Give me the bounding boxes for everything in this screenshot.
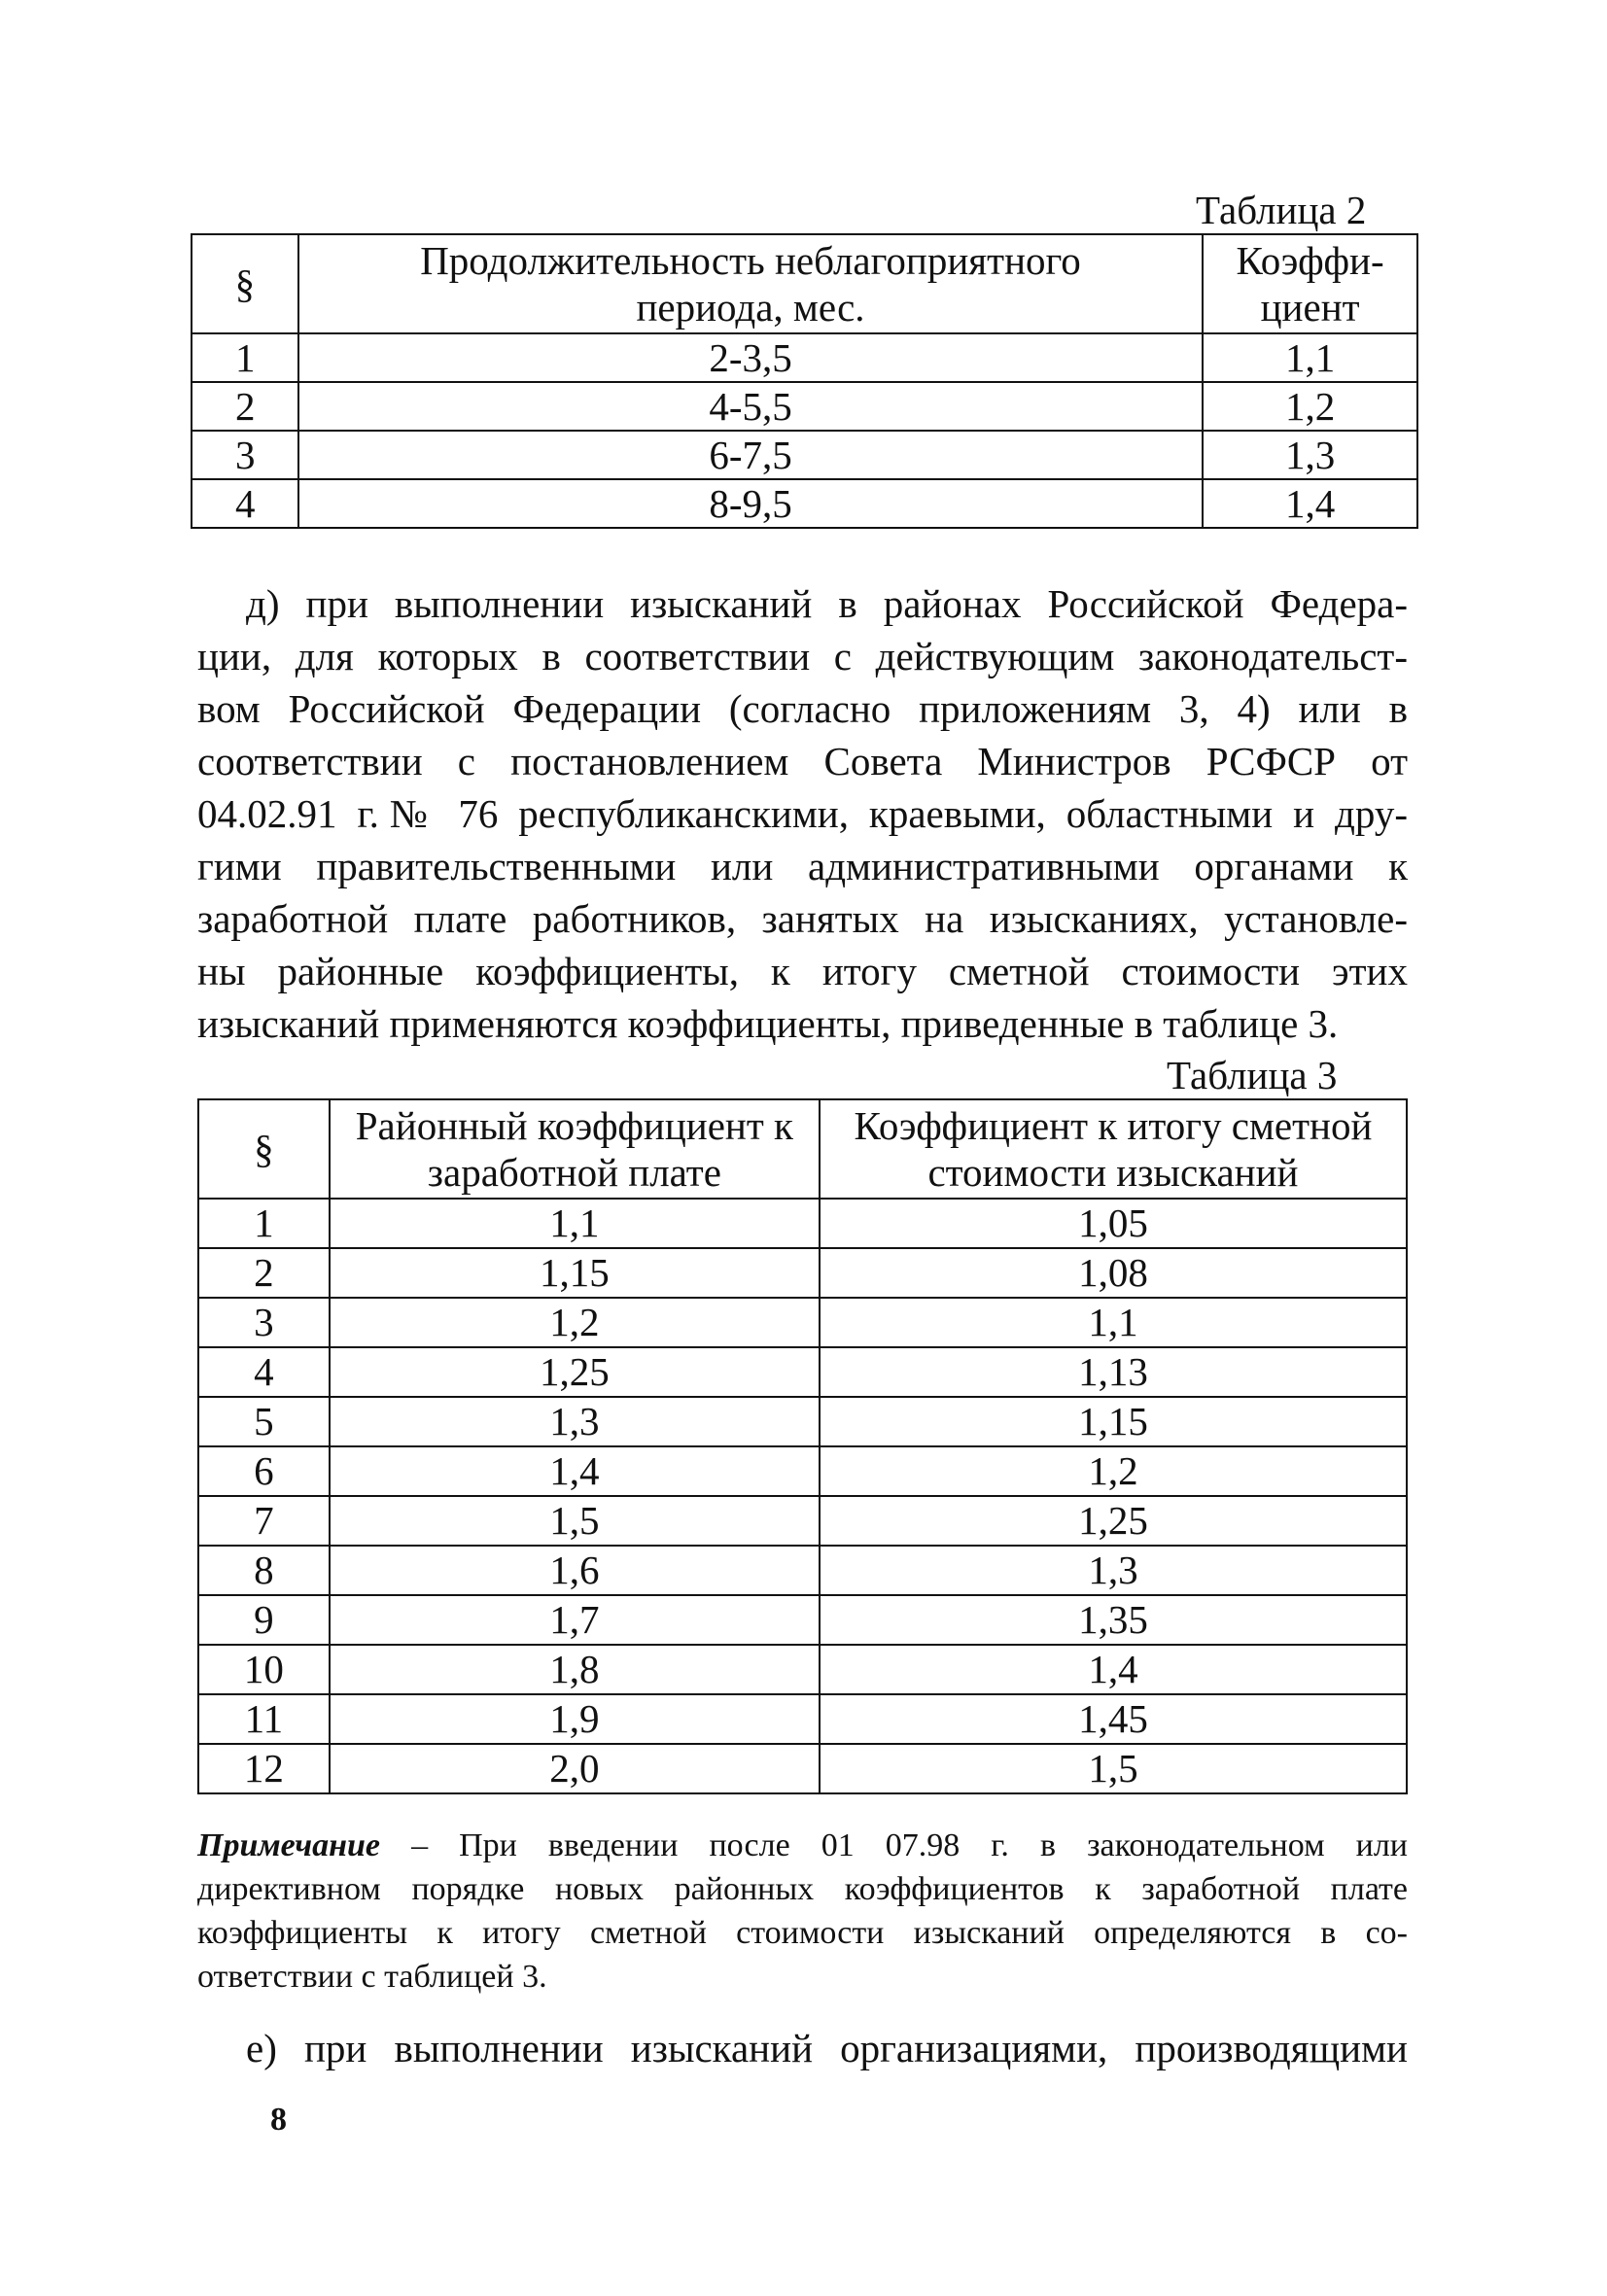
table2-cell-duration: 2-3,5 xyxy=(298,333,1203,382)
table-row xyxy=(192,479,1417,528)
table3-cell-section: 5 xyxy=(198,1397,330,1446)
table3-cell-estimate-coef: 1,4 xyxy=(820,1645,1407,1694)
table-row xyxy=(192,333,1417,382)
table3-header-estimate-coef-line1: Коэффициент к итогу сметной xyxy=(854,1103,1373,1148)
table3-header-district-coef-line1: Районный коэффициент к xyxy=(355,1103,793,1148)
table2-cell-duration: 8-9,5 xyxy=(298,479,1203,528)
table-row xyxy=(198,1446,1407,1496)
table2-cell-coef: 1,3 xyxy=(1203,431,1417,479)
table-row xyxy=(198,1694,1407,1744)
table3-cell-district-coef: 1,5 xyxy=(330,1496,820,1546)
paragraph-line: е) при выполнении изысканий организациями, производящими xyxy=(246,2026,1408,2070)
table3-cell-district-coef: 1,25 xyxy=(330,1347,820,1397)
table2-header-coef-line1: Коэффи- xyxy=(1236,238,1384,283)
table2-header-duration xyxy=(298,234,1203,333)
table-2 xyxy=(191,233,1418,529)
table3-cell-section: 2 xyxy=(198,1248,330,1298)
table2-cell-coef: 1,4 xyxy=(1203,479,1417,528)
table3-cell-section: 12 xyxy=(198,1744,330,1793)
table3-cell-section: 10 xyxy=(198,1645,330,1694)
table3-cell-section: 4 xyxy=(198,1347,330,1397)
table2-cell-coef: 1,1 xyxy=(1203,333,1417,382)
table-row xyxy=(198,1645,1407,1694)
paragraph-line: гими правительственными или административными органами к xyxy=(197,844,1408,888)
table-row xyxy=(198,1496,1407,1546)
table3-cell-district-coef: 2,0 xyxy=(330,1744,820,1793)
table-3 xyxy=(197,1098,1408,1794)
note-label: Примечание xyxy=(197,1827,381,1863)
table2-header-section: § xyxy=(192,234,298,333)
paragraph-line: изысканий применяются коэффициенты, приведенные в таблице 3. xyxy=(197,1001,1339,1046)
table-row xyxy=(198,1595,1407,1645)
table3-cell-district-coef: 1,2 xyxy=(330,1298,820,1347)
paragraph-line: ны районные коэффициенты, к итогу сметной стоимости этих xyxy=(197,949,1408,993)
table3-cell-district-coef: 1,7 xyxy=(330,1595,820,1645)
paragraph-line: д) при выполнении изысканий в районах Российской Федера- xyxy=(246,581,1408,626)
note-line: директивном порядке новых районных коэффициентов к заработной плате xyxy=(197,1871,1408,1907)
table3-cell-district-coef: 1,4 xyxy=(330,1446,820,1496)
table-row xyxy=(198,1298,1407,1347)
table3-cell-estimate-coef: 1,25 xyxy=(820,1496,1407,1546)
table3-cell-estimate-coef: 1,3 xyxy=(820,1546,1407,1595)
table3-cell-estimate-coef: 1,5 xyxy=(820,1744,1407,1793)
table2-cell-duration: 4-5,5 xyxy=(298,382,1203,431)
table3-cell-district-coef: 1,1 xyxy=(330,1199,820,1248)
table3-cell-district-coef: 1,6 xyxy=(330,1546,820,1595)
note-dash: – xyxy=(380,1827,460,1863)
table3-header-section: § xyxy=(198,1099,330,1199)
note-line-first xyxy=(197,1824,1408,1867)
table3-cell-district-coef: 1,15 xyxy=(330,1248,820,1298)
table2-header-row xyxy=(192,234,1417,333)
table3-cell-section: 9 xyxy=(198,1595,330,1645)
table3-cell-estimate-coef: 1,13 xyxy=(820,1347,1407,1397)
table3-header-row xyxy=(198,1099,1407,1199)
table3-header-district-coef-line2: заработной плате xyxy=(427,1150,721,1195)
table3-cell-estimate-coef: 1,15 xyxy=(820,1397,1407,1446)
table-row xyxy=(198,1347,1407,1397)
table3-cell-estimate-coef: 1,35 xyxy=(820,1595,1407,1645)
table2-header-coef-line2: циент xyxy=(1260,285,1360,330)
table2-cell-section: 4 xyxy=(192,479,298,528)
note-text: При введении после 01 07.98 г. в законодательном или xyxy=(459,1827,1408,1863)
note-line: коэффициенты к итогу сметной стоимости изысканий определяются в со- xyxy=(197,1915,1408,1951)
table2-cell-coef: 1,2 xyxy=(1203,382,1417,431)
table2-cell-section: 1 xyxy=(192,333,298,382)
table-row xyxy=(192,431,1417,479)
paragraph-line: заработной плате работников, занятых на изысканиях, установле- xyxy=(197,896,1408,941)
paragraph-line: 04.02.91 г.№ 76 республиканскими, краевыми, областными и дру- xyxy=(197,791,1408,836)
table-row xyxy=(198,1248,1407,1298)
paragraph-d xyxy=(197,577,1408,1050)
table3-cell-section: 6 xyxy=(198,1446,330,1496)
table2-header-duration-line2: периода, мес. xyxy=(636,285,865,330)
paragraph-e xyxy=(197,2022,1408,2074)
paragraph-line: ции, для которых в соответствии с действующим законодательст- xyxy=(197,634,1408,678)
table2-header-coef xyxy=(1203,234,1417,333)
table3-cell-estimate-coef: 1,08 xyxy=(820,1248,1407,1298)
table-row xyxy=(198,1744,1407,1793)
table3-cell-estimate-coef: 1,1 xyxy=(820,1298,1407,1347)
table3-cell-section: 1 xyxy=(198,1199,330,1248)
table2-cell-duration: 6-7,5 xyxy=(298,431,1203,479)
table3-cell-estimate-coef: 1,2 xyxy=(820,1446,1407,1496)
table3-header-estimate-coef-line2: стоимости изысканий xyxy=(927,1150,1299,1195)
table-row xyxy=(198,1199,1407,1248)
table-row xyxy=(192,382,1417,431)
table3-cell-district-coef: 1,3 xyxy=(330,1397,820,1446)
table3-cell-section: 7 xyxy=(198,1496,330,1546)
table3-cell-section: 3 xyxy=(198,1298,330,1347)
table3-cell-section: 11 xyxy=(198,1694,330,1744)
table2-cell-section: 3 xyxy=(192,431,298,479)
table3-caption: Таблица 3 xyxy=(1167,1053,1338,1097)
table-row xyxy=(198,1546,1407,1595)
table2-header-duration-line1: Продолжительность неблагоприятного xyxy=(420,238,1081,283)
paragraph-line: соответствии с постановлением Совета Министров РСФСР от xyxy=(197,739,1408,783)
table3-header-estimate-coef xyxy=(820,1099,1407,1199)
table-row xyxy=(198,1397,1407,1446)
page-number: 8 xyxy=(270,2102,287,2138)
table3-cell-estimate-coef: 1,05 xyxy=(820,1199,1407,1248)
note xyxy=(197,1824,1408,1999)
table3-cell-district-coef: 1,9 xyxy=(330,1694,820,1744)
note-line: ответствии с таблицей 3. xyxy=(197,1959,547,1995)
paragraph-line: вом Российской Федерации (согласно приложениям 3, 4) или в xyxy=(197,686,1408,731)
table3-cell-section: 8 xyxy=(198,1546,330,1595)
table3-cell-estimate-coef: 1,45 xyxy=(820,1694,1407,1744)
table3-cell-district-coef: 1,8 xyxy=(330,1645,820,1694)
table2-cell-section: 2 xyxy=(192,382,298,431)
table2-caption: Таблица 2 xyxy=(1196,188,1367,232)
table3-header-district-coef xyxy=(330,1099,820,1199)
